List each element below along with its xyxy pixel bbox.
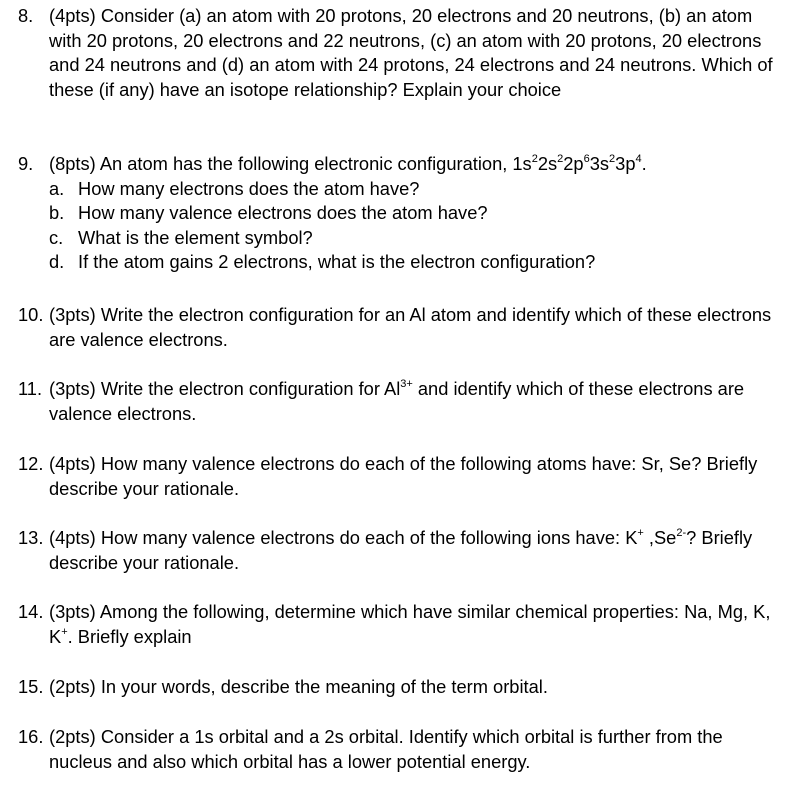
question-number: 10. bbox=[18, 304, 44, 325]
question-15 bbox=[18, 675, 788, 700]
subpart-item bbox=[18, 201, 788, 226]
question-points: (3pts) bbox=[49, 304, 96, 325]
question-9 bbox=[18, 152, 788, 275]
question-number: 15. bbox=[18, 676, 44, 697]
subpart-item bbox=[18, 177, 788, 202]
subpart-text: How many valence electrons does the atom have? bbox=[78, 202, 488, 224]
question-text bbox=[49, 4, 788, 102]
question-prompt-middle: ,Se bbox=[643, 527, 677, 548]
question-points: (3pts) bbox=[49, 601, 96, 622]
question-prompt: In your words, describe the meaning of the term orbital. bbox=[100, 676, 548, 697]
question-text bbox=[49, 377, 788, 426]
question-prompt-start: Write the electron configuration for Al bbox=[100, 378, 401, 399]
question-13 bbox=[18, 526, 788, 575]
question-8 bbox=[18, 4, 788, 102]
question-prompt-start: Among the following, determine which have similar chemical properties: Na, Mg, K, K bbox=[49, 601, 771, 647]
question-prompt-end: . Briefly explain bbox=[67, 625, 192, 647]
electron-count: 2 bbox=[609, 152, 616, 165]
question-prompt-end: and identify which of these electrons are valence electrons. bbox=[49, 378, 745, 424]
question-number: 14. bbox=[18, 601, 44, 622]
subpart-letter: d. bbox=[49, 251, 65, 273]
question-prompt: Write the electron configuration for an Al atom and identify which of these electrons are valence electrons. bbox=[49, 304, 772, 350]
question-text bbox=[49, 303, 788, 352]
question-number: 16. bbox=[18, 726, 44, 747]
electron-count: 2 bbox=[531, 152, 538, 165]
orbital-label: 3p bbox=[615, 153, 636, 174]
orbital-label: 3s bbox=[589, 153, 610, 174]
ion-charge: 2- bbox=[676, 526, 687, 539]
question-prompt bbox=[100, 153, 647, 174]
subpart-text: What is the element symbol? bbox=[78, 226, 313, 248]
subpart-item bbox=[18, 250, 788, 275]
question-points: (8pts) bbox=[49, 153, 96, 174]
orbital-label: 2s bbox=[537, 153, 558, 174]
question-number: 8. bbox=[18, 5, 34, 26]
electron-count: 2 bbox=[557, 152, 564, 165]
question-text bbox=[49, 526, 788, 575]
orbital-label: 2p bbox=[563, 153, 584, 174]
question-prompt-start: An atom has the following electronic configuration, bbox=[99, 153, 513, 174]
question-14 bbox=[18, 600, 788, 649]
electron-count: 6 bbox=[583, 152, 590, 165]
question-prompt-end: ? Briefly describe your rationale. bbox=[49, 527, 753, 573]
question-points: (4pts) bbox=[49, 527, 96, 548]
question-points: (2pts) bbox=[49, 726, 96, 747]
question-number: 11. bbox=[18, 378, 43, 399]
ion-charge: + bbox=[637, 526, 644, 539]
question-points: (3pts) bbox=[49, 378, 96, 399]
subpart-text: If the atom gains 2 electrons, what is the electron configuration? bbox=[78, 251, 596, 273]
question-points: (4pts) bbox=[49, 5, 96, 26]
question-16 bbox=[18, 725, 788, 774]
question-text bbox=[49, 600, 788, 649]
ion-charge: 3+ bbox=[400, 377, 413, 390]
question-number: 9. bbox=[18, 153, 34, 174]
question-prompt: Consider (a) an atom with 20 protons, 20 electrons and 20 neutrons, (b) an atom with 20 protons, 20 electrons and 22 neutrons, (c) an atom with 20 protons, 20 electrons and 24 neutrons and (d) an atom with 24 protons, 24 electrons and 24 neutrons. Which of these (if any) have an isotope relationship? Explain your choice bbox=[49, 5, 773, 100]
subpart-list bbox=[18, 177, 788, 275]
question-number: 12. bbox=[18, 453, 44, 474]
question-prompt-start: How many valence electrons do each of the following ions have: K bbox=[100, 527, 638, 548]
orbital-label: 1s bbox=[512, 153, 532, 174]
question-points: (4pts) bbox=[49, 453, 96, 474]
question-prompt-end: . bbox=[641, 153, 647, 174]
question-number: 13. bbox=[18, 527, 44, 548]
ion-charge: + bbox=[61, 625, 68, 638]
subpart-item bbox=[18, 226, 788, 251]
subpart-letter: b. bbox=[49, 202, 65, 224]
subpart-text: How many electrons does the atom have? bbox=[78, 177, 420, 199]
question-text bbox=[49, 725, 788, 774]
question-text bbox=[49, 452, 788, 501]
question-points: (2pts) bbox=[49, 676, 96, 697]
electron-count: 4 bbox=[635, 152, 642, 165]
question-11 bbox=[18, 377, 788, 426]
subpart-letter: c. bbox=[49, 226, 64, 248]
question-prompt: Consider a 1s orbital and a 2s orbital. Identify which orbital is further from the nucleus and also which orbital has a lower potential energy. bbox=[49, 726, 723, 772]
subpart-letter: a. bbox=[49, 177, 65, 199]
question-10 bbox=[18, 303, 788, 352]
question-12 bbox=[18, 452, 788, 501]
question-text bbox=[49, 152, 788, 177]
question-prompt: How many valence electrons do each of the following atoms have: Sr, Se? Briefly describe your rationale. bbox=[49, 453, 758, 499]
question-text bbox=[49, 675, 788, 700]
